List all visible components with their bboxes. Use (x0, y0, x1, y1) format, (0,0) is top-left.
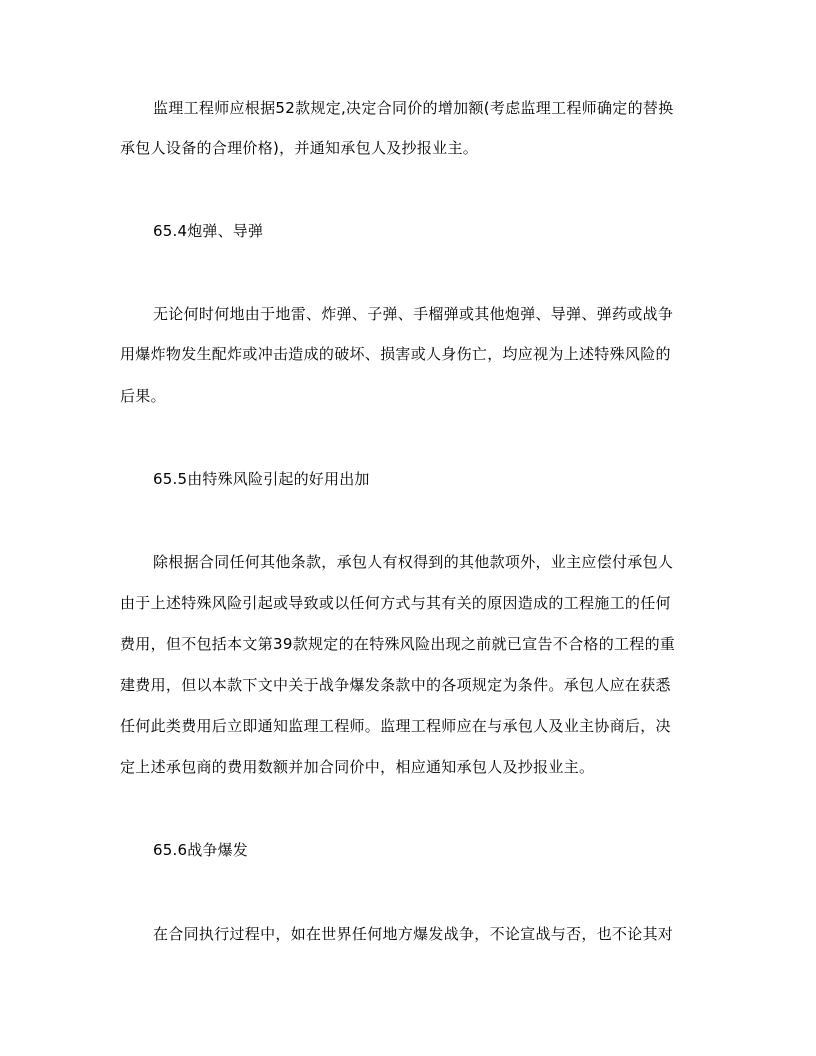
paragraph-3-line-5: 任何此类费用后立即通知监理工程师。监理工程师应在与承包人及业主协商后，决 (120, 717, 671, 735)
paragraph-1-line-2: 承包人设备的合理价格)，并通知承包人及抄报业主。 (120, 139, 479, 157)
paragraph-3-line-6: 定上述承包商的费用数额并加合同价中，相应通知承包人及抄报业主。 (120, 758, 595, 776)
paragraph-2-line-3: 后果。 (120, 387, 166, 405)
paragraph-3-line-3: 费用，但不包括本文第39款规定的在特殊风险出现之前就已宣告不合格的工程的重 (120, 635, 676, 653)
section-heading-65-6: 65.6战争爆发 (153, 841, 248, 859)
paragraph-1-line-1: 监理工程师应根据52款规定,决定合同价的增加额(考虑监理工程师确定的替换 (153, 99, 674, 117)
paragraph-3-line-4: 建费用，但以本款下文中关于战争爆发条款中的各项规定为条件。承包人应在获悉 (120, 676, 671, 694)
paragraph-2-line-2: 用爆炸物发生配炸或冲击造成的破坏、损害或人身伤亡，均应视为上述特殊风险的 (120, 345, 671, 363)
paragraph-2-line-1: 无论何时何地由于地雷、炸弹、子弹、手榴弹或其他炮弹、导弹、弹药或战争 (153, 305, 674, 323)
section-heading-65-5: 65.5由特殊风险引起的好用出加 (153, 470, 370, 488)
paragraph-3-line-2: 由于上述特殊风险引起或导致或以任何方式与其有关的原因造成的工程施工的任何 (120, 594, 671, 612)
section-heading-65-4: 65.4炮弹、导弹 (153, 222, 264, 240)
paragraph-4-line-1: 在合同执行过程中，如在世界任何地方爆发战争，不论宣战与否，也不论其对 (153, 925, 674, 943)
paragraph-3-line-1: 除根据合同任何其他条款，承包人有权得到的其他款项外，业主应偿付承包人 (153, 553, 674, 571)
